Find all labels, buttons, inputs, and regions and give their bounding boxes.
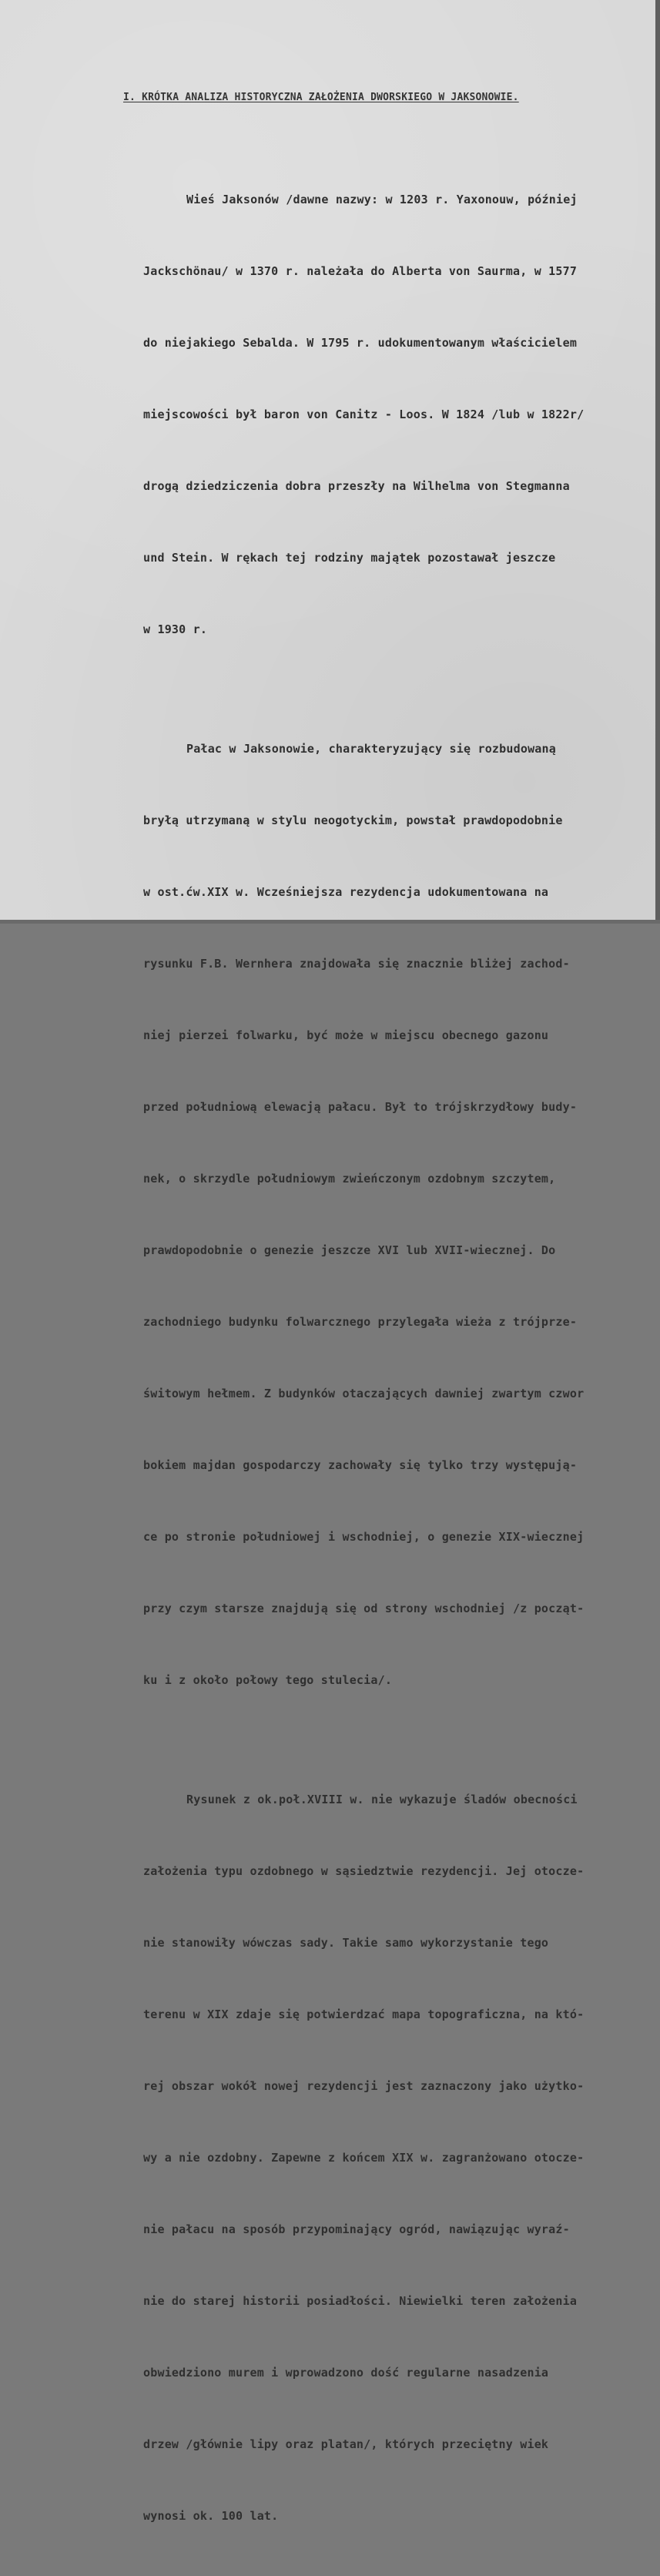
text-line: terenu w XIX zdaje się potwierdzać mapa topograficzna, na któ- [143, 2007, 585, 2021]
text-line: Rysunek z ok.poł.XVIII w. nie wykazuje śladów obecności [186, 1793, 578, 1806]
text-line: nek, o skrzydle południowym zwieńczonym ozdobnym szczytem, [143, 1172, 556, 1186]
text-line: w 1930 r. [143, 622, 208, 636]
text-line: zachodniego budynku folwarcznego przylegała wieża z trójprze- [143, 1315, 578, 1329]
text-line: przy czym starsze znajdują się od strony wschodniej /z począt- [143, 1602, 585, 1615]
text-line: miejscowości był baron von Canitz - Loos. W 1824 /lub w 1822r/ [143, 408, 585, 421]
document-body [143, 116, 644, 2576]
scan-right-edge [655, 0, 660, 924]
text-line: wynosi ok. 100 lat. [143, 2509, 279, 2523]
document-heading: I. KRÓTKA ANALIZA HISTORYCZNA ZAŁOŻENIA DWORSKIEGO W JAKSONOWIE. [123, 92, 519, 103]
text-line: nie pałacu na sposób przypominający ogród, nawiązując wyraź- [143, 2222, 570, 2236]
text-line: świtowym hełmem. Z budynków otaczających dawniej zwartym czwor [143, 1387, 585, 1400]
text-line: rysunku F.B. Wernhera znajdowała się znacznie bliżej zachod- [143, 957, 570, 971]
text-line: rej obszar wokół nowej rezydencji jest zaznaczony jako użytko- [143, 2079, 585, 2093]
text-line: ku i z około połowy tego stulecia/. [143, 1673, 393, 1687]
text-line: niej pierzei folwarku, być może w miejscu obecnego gazonu [143, 1028, 549, 1042]
text-line: bokiem majdan gospodarczy zachowały się tylko trzy występują- [143, 1458, 578, 1472]
text-line: bryłą utrzymaną w stylu neogotyckim, powstał prawdopodobnie [143, 813, 563, 827]
text-line: obwiedziono murem i wprowadzono dość regularne nasadzenia [143, 2366, 549, 2380]
text-line: wy a nie ozdobny. Zapewne z końcem XIX w. zagranżowano otocze- [143, 2151, 585, 2165]
text-line: Wieś Jaksonów /dawne nazwy: w 1203 r. Yaxonouw, później [186, 193, 578, 206]
text-line: ce po stronie południowej i wschodniej, o genezie XIX-wiecznej [143, 1530, 585, 1544]
scan-bottom-edge [0, 920, 660, 924]
text-line: Pałac w Jaksonowie, charakteryzujący się rozbudowaną [186, 742, 556, 756]
text-line: w ost.ćw.XIX w. Wcześniejsza rezydencja udokumentowana na [143, 885, 549, 899]
text-line: drogą dziedziczenia dobra przeszły na Wilhelma von Stegmanna [143, 479, 570, 493]
text-line: założenia typu ozdobnego w sąsiedztwie rezydencji. Jej otocze- [143, 1864, 585, 1878]
text-line: przed południową elewacją pałacu. Był to trójskrzydłowy budy- [143, 1100, 578, 1114]
text-line: und Stein. W rękach tej rodziny majątek pozostawał jeszcze [143, 551, 556, 565]
text-line: drzew /głównie lipy oraz platan/, których przeciętny wiek [143, 2437, 549, 2451]
text-line: nie stanowiły wówczas sady. Takie samo wykorzystanie tego [143, 1936, 549, 1950]
text-line: do niejakiego Sebalda. W 1795 r. udokumentowanym właścicielem [143, 336, 578, 350]
text-line: nie do starej historii posiadłości. Niewielki teren założenia [143, 2294, 578, 2308]
text-line: prawdopodobnie o genezie jeszcze XVI lub XVII-wiecznej. Do [143, 1243, 556, 1257]
text-line: Jackschönau/ w 1370 r. należała do Alberta von Saurma, w 1577 [143, 264, 578, 278]
